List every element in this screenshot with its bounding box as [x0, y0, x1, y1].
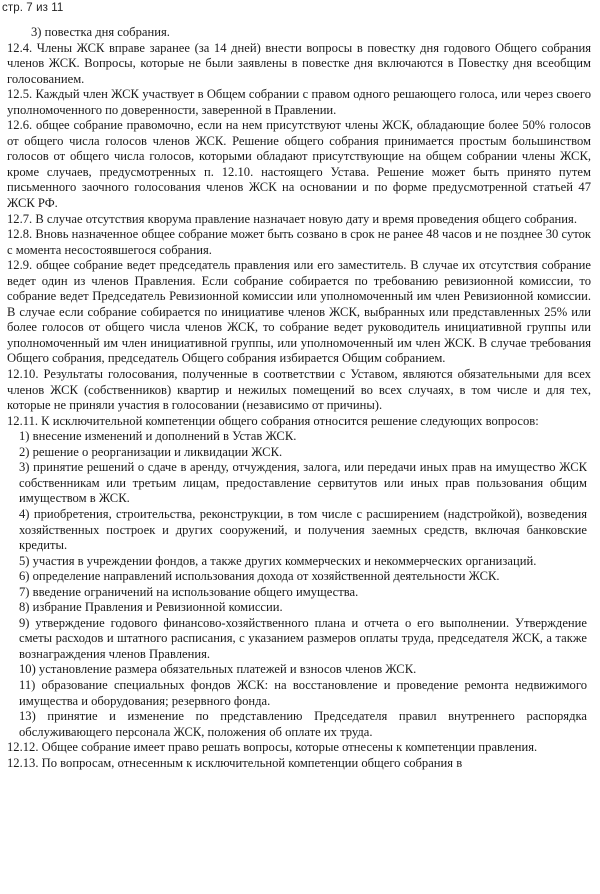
- list-item: 6) определение направлений использования дохода от хозяйственной деятельности ЖСК.: [19, 569, 500, 584]
- page-number-label: стр. 7 из 11: [2, 2, 64, 14]
- clause-12-7: 12.7. В случае отсутствия кворума правление назначает новую дату и время проведения общего собрания.: [7, 211, 577, 226]
- clause-12-13: 12.13. По вопросам, отнесенным к исключительной компетенции общего собрания в: [7, 755, 463, 770]
- list-item: 9) утверждение годового финансово-хозяйственного плана и отчета о его выполнении. Утверждение сметы расходов и штатного расписания, с указанием размеров оплаты труда, председателя ЖСК, а также вознаграждения членов Правления.: [19, 615, 587, 661]
- competence-list: [7, 429, 591, 740]
- list-item: 11) образование специальных фондов ЖСК: на восстановление и проведение ремонта недвижимого имущества и оборудования; резервного фонда.: [19, 677, 587, 708]
- list-item: 4) приобретения, строительства, реконструкции, в том числе с расширением (надстройкой), возведения хозяйственных построек и других сооружений, и получения заемных средств, включая банковские кредиты.: [19, 506, 587, 553]
- list-item: 1) внесение изменений и дополнений в Устав ЖСК.: [19, 429, 297, 444]
- clause-12-11: 12.11. К исключительной компетенции общего собрания относится решение следующих вопросов:: [7, 413, 539, 428]
- list-item: 8) избрание Правления и Ревизионной комиссии.: [19, 600, 283, 615]
- list-item: 5) участия в учреждении фондов, а также других коммерческих и некоммерческих организаций.: [19, 553, 537, 568]
- list-item: 10) установление размера обязательных платежей и взносов членов ЖСК.: [19, 662, 417, 677]
- clause-12-6: 12.6. общее собрание правомочно, если на нем присутствуют члены ЖСК, обладающие более 50% голосов от общего числа голосов членов ЖСК. Решение общего собрания принимается простым большинством голосов от общего числа голосов, которыми обладают присутствующие на общем собрании члены ЖСК, кроме случаев, предусмотренных п. 12.10. настоящего Устава. Решение может быть принято путем письменного заочного голосования членов ЖСК на основании и по форме предусмотренной статьей 47 ЖСК РФ.: [7, 118, 591, 211]
- list-item: 2) решение о реорганизации и ликвидации ЖСК.: [19, 444, 283, 459]
- clause-12-8: 12.8. Вновь назначенное общее собрание может быть созвано в срок не ранее 48 часов и не позднее 30 суток с момента несостоявшегося собрания.: [7, 227, 591, 257]
- clause-12-12: 12.12. Общее собрание имеет право решать вопросы, которые отнесены к компетенции правления.: [7, 740, 538, 755]
- document-body: [7, 25, 591, 771]
- agenda-item-3: 3) повестка дня собрания.: [31, 25, 170, 39]
- list-item: 3) принятие решений о сдаче в аренду, отчуждения, залога, или передачи иных прав на имущество ЖСК собственникам или третьим лицам, предоставление сервитутов или иных прав пользования общим имуществом в ЖСК.: [19, 460, 587, 506]
- clause-12-9: 12.9. общее собрание ведет председатель правления или его заместитель. В случае их отсутствия собрание ведет один из членов Правления. Если собрание собирается по требованию ревизионной комиссии, то собрание ведет Председатель Ревизионной комиссии или уполномоченный им член Ревизионной комиссии. В случае если собрание собирается по инициативе членов ЖСК, выбранных или представленных 25% или более голосов от общего числа членов ЖСК, то собрание ведет руководитель инициативной группы или уполномоченный им член инициативной группы, или уполномоченный им член ЖСК. В случае требования Общего собрания, председатель Общего собрания избирается Общим собранием.: [7, 258, 591, 366]
- clause-12-10: 12.10. Результаты голосования, полученные в соответствии с Уставом, являются обязательными для всех членов ЖСК (собственников) квартир и нежилых помещений во всех случаях, в том числе и для тех, которые не приняли участия в голосовании (независимо от причины).: [7, 367, 591, 413]
- list-item: 13) принятие и изменение по представлению Председателя правил внутреннего распорядка обслуживающего персонала ЖСК, положения об оплате их труда.: [19, 709, 587, 739]
- clause-12-4: 12.4. Члены ЖСК вправе заранее (за 14 дней) внести вопросы в повестку дня годового Общего собрания членов ЖСК. Вопросы, которые не были заявлены в повестке дня включаются в Повестку дня всеобщим голосованием.: [7, 40, 591, 86]
- list-item: 7) введение ограничений на использование общего имущества.: [19, 584, 359, 599]
- clause-12-5: 12.5. Каждый член ЖСК участвует в Общем собрании с правом одного решающего голоса, или через своего уполномоченного по доверенности, заверенной в Правлении.: [7, 87, 591, 117]
